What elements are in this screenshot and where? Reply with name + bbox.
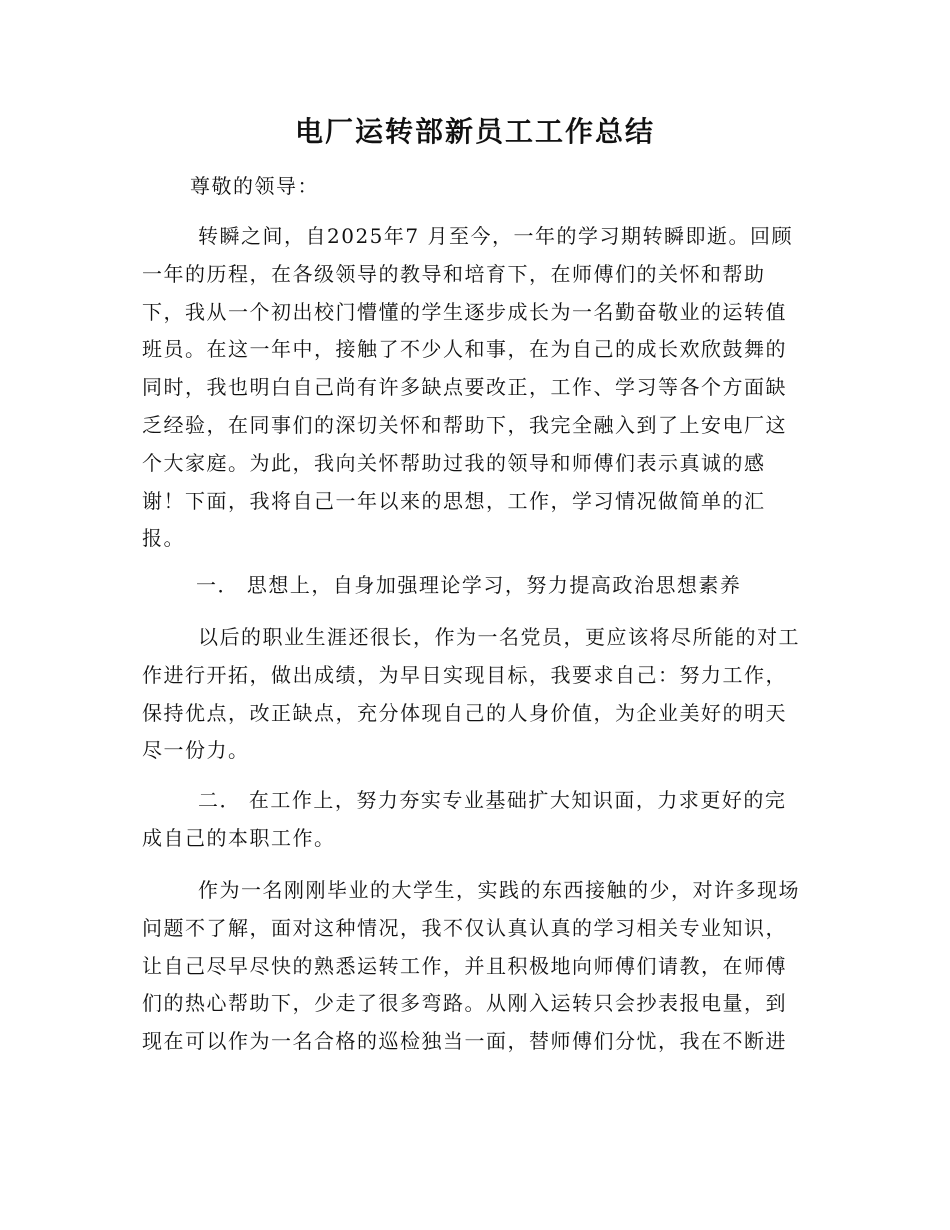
paragraph-section-2: 作为一名刚刚毕业的大学生，实践的东西接触的少，对许多现场 问题不了解，面对这种情况，我不仅认真认真的学习相关专业知识， 让自己尽早尽快的熟悉运转工作，并且积极地向师傅们请教，在师傅 们的热心帮助下，少走了很多弯路。从刚入运转只会抄表报电量，到 现在可以作为一名合格的巡检独当一面，替师傅们分忧，我在不断进 [142,878,800,1054]
paragraph-intro: 转瞬之间，自2025年7 月至今，一年的学习期转瞬即逝。回顾 一年的历程，在各级领导的教导和培育下，在师傅们的关怀和帮助 下，我从一个初出校门懵懂的学生逐步成长为一名勤奋敬业的运转值 班员。在这一年中，接触了不少人和事，在为自己的成长欢欣鼓舞的 同时，我也明白自己尚有许多缺点要改正，工作、学习等各个方面缺 乏经验，在同事们的深切关怀和帮助下，我完全融入到了上安电厂这 个大家庭。为此，我向关怀帮助过我的领导和师傅们表示真诚的感 谢！下面，我将自己一年以来的思想，工作，学习情况做简单的汇 报。 [142,224,793,551]
section-heading-2: 二． 在工作上，努力夯实专业基础扩大知识面，力求更好的完 成自己的本职工作。 [142,788,787,850]
salutation: 尊敬的领导： [190,174,319,198]
section-heading-1: 一． 思想上，自身加强理论学习，努力提高政治思想素养 [196,573,742,597]
document-title: 电厂运转部新员工工作总结 [294,115,655,148]
paragraph-section-1: 以后的职业生涯还很长，作为一名党员，更应该将尽所能的对工 作进行开拓，做出成绩，为早日实现目标，我要求自己：努力工作， 保持优点，改正缺点，充分体现自己的人身价值，为企业美好的明天 尽一份力。 [142,625,800,763]
